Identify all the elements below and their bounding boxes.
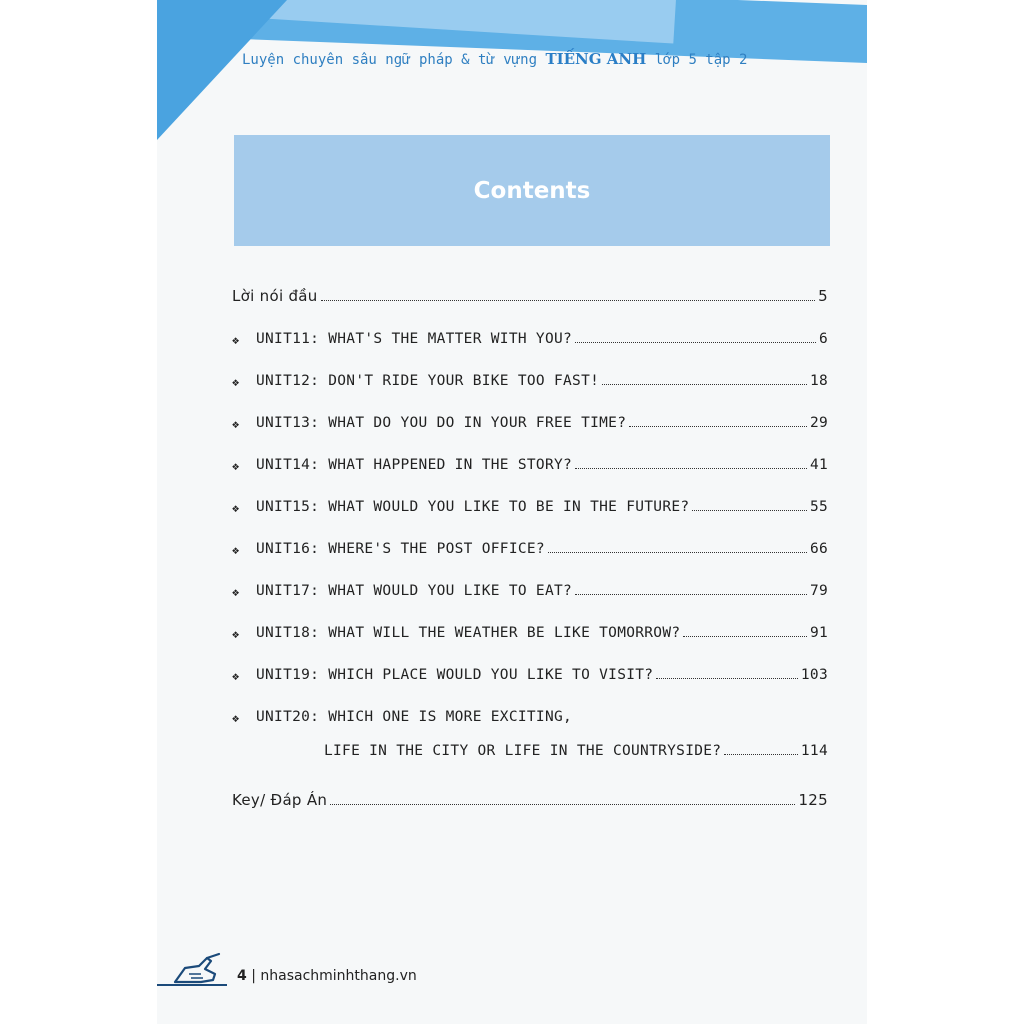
toc-entry-unit17[interactable]	[232, 583, 828, 599]
dot-leader	[629, 426, 807, 427]
dot-leader	[321, 300, 816, 301]
toc-entry-title: UNIT11: WHAT'S THE MATTER WITH YOU?	[256, 331, 573, 347]
toc-entry-preface[interactable]	[232, 287, 828, 305]
toc-entry-page: 29	[809, 415, 828, 431]
diamond-bullet-icon: ❖	[232, 627, 240, 641]
dot-leader	[602, 384, 807, 385]
contents-title: Contents	[473, 177, 591, 204]
diamond-bullet-icon: ❖	[232, 333, 240, 347]
toc-entry-unit14[interactable]	[232, 457, 828, 473]
dot-leader	[683, 636, 807, 637]
header-highlight: TIẾNG ANH	[545, 50, 647, 68]
toc-entry-title: UNIT12: DON'T RIDE YOUR BIKE TOO FAST!	[256, 373, 600, 389]
toc-entry-unit16[interactable]	[232, 541, 828, 557]
dot-leader	[656, 678, 798, 679]
toc-entry-unit19[interactable]	[232, 667, 828, 683]
footer-text	[237, 968, 417, 984]
toc-entry-unit20-line2[interactable]	[232, 743, 828, 759]
toc-entry-title: UNIT14: WHAT HAPPENED IN THE STORY?	[256, 457, 573, 473]
toc-entry-page: 125	[798, 791, 828, 809]
toc-entry-title: UNIT13: WHAT DO YOU DO IN YOUR FREE TIME?	[256, 415, 627, 431]
diamond-bullet-icon: ❖	[232, 501, 240, 515]
diamond-bullet-icon: ❖	[232, 375, 240, 389]
toc-entry-unit13[interactable]	[232, 415, 828, 431]
toc-entry-page: 55	[809, 499, 828, 515]
toc-entry-unit11[interactable]	[232, 331, 828, 347]
dot-leader	[330, 804, 795, 805]
toc-entry-page: 79	[809, 583, 828, 599]
toc-entry-title: UNIT19: WHICH PLACE WOULD YOU LIKE TO VISIT?	[256, 667, 654, 683]
toc-entry-title: UNIT15: WHAT WOULD YOU LIKE TO BE IN THE FUTURE?	[256, 499, 690, 515]
book-page	[157, 0, 867, 1024]
page-number: 4	[237, 968, 247, 984]
toc-entry-answer-key[interactable]	[232, 791, 828, 809]
toc-entry-page: 103	[800, 667, 828, 683]
toc-entry-title-line2: LIFE IN THE CITY OR LIFE IN THE COUNTRYSIDE?	[324, 743, 722, 759]
contents-banner	[234, 135, 830, 246]
diamond-bullet-icon: ❖	[232, 459, 240, 473]
toc-entry-title: Lời nói đầu	[232, 287, 318, 305]
toc-entry-page: 6	[818, 331, 828, 347]
toc-entry-title: UNIT20: WHICH ONE IS MORE EXCITING,	[256, 709, 573, 725]
diamond-bullet-icon: ❖	[232, 543, 240, 557]
toc-entry-unit15[interactable]	[232, 499, 828, 515]
toc-entry-page: 5	[818, 287, 828, 305]
toc-entry-unit12[interactable]	[232, 373, 828, 389]
toc-entry-title: UNIT16: WHERE'S THE POST OFFICE?	[256, 541, 545, 557]
toc-entry-page: 18	[809, 373, 828, 389]
toc-entry-page: 114	[800, 743, 828, 759]
toc-entry-title: Key/ Đáp Án	[232, 791, 328, 809]
dot-leader	[724, 754, 798, 755]
footer-rule	[157, 984, 227, 986]
toc-entry-title: UNIT18: WHAT WILL THE WEATHER BE LIKE TOMORROW?	[256, 625, 681, 641]
header-suffix: lớp 5 tập 2	[646, 52, 748, 68]
diamond-bullet-icon: ❖	[232, 669, 240, 683]
dot-leader	[548, 552, 807, 553]
dot-leader	[575, 594, 807, 595]
diamond-bullet-icon: ❖	[232, 417, 240, 431]
diamond-bullet-icon: ❖	[232, 711, 240, 725]
website-link[interactable]: nhasachminhthang.vn	[260, 968, 417, 984]
footer-separator: |	[246, 968, 261, 984]
dot-leader	[575, 342, 816, 343]
toc-entry-page: 66	[809, 541, 828, 557]
running-header	[242, 50, 747, 68]
page-footer	[157, 952, 867, 992]
toc-entry-unit20-line1[interactable]	[232, 709, 828, 725]
toc-entry-unit18[interactable]	[232, 625, 828, 641]
diamond-bullet-icon: ❖	[232, 585, 240, 599]
dot-leader	[575, 468, 807, 469]
toc-entry-title: UNIT17: WHAT WOULD YOU LIKE TO EAT?	[256, 583, 573, 599]
header-prefix: Luyện chuyên sâu ngữ pháp & từ vựng	[242, 52, 546, 68]
toc-entry-page: 41	[809, 457, 828, 473]
toc-entry-page: 91	[809, 625, 828, 641]
corner-decor-triangle	[157, 0, 287, 140]
dot-leader	[692, 510, 807, 511]
